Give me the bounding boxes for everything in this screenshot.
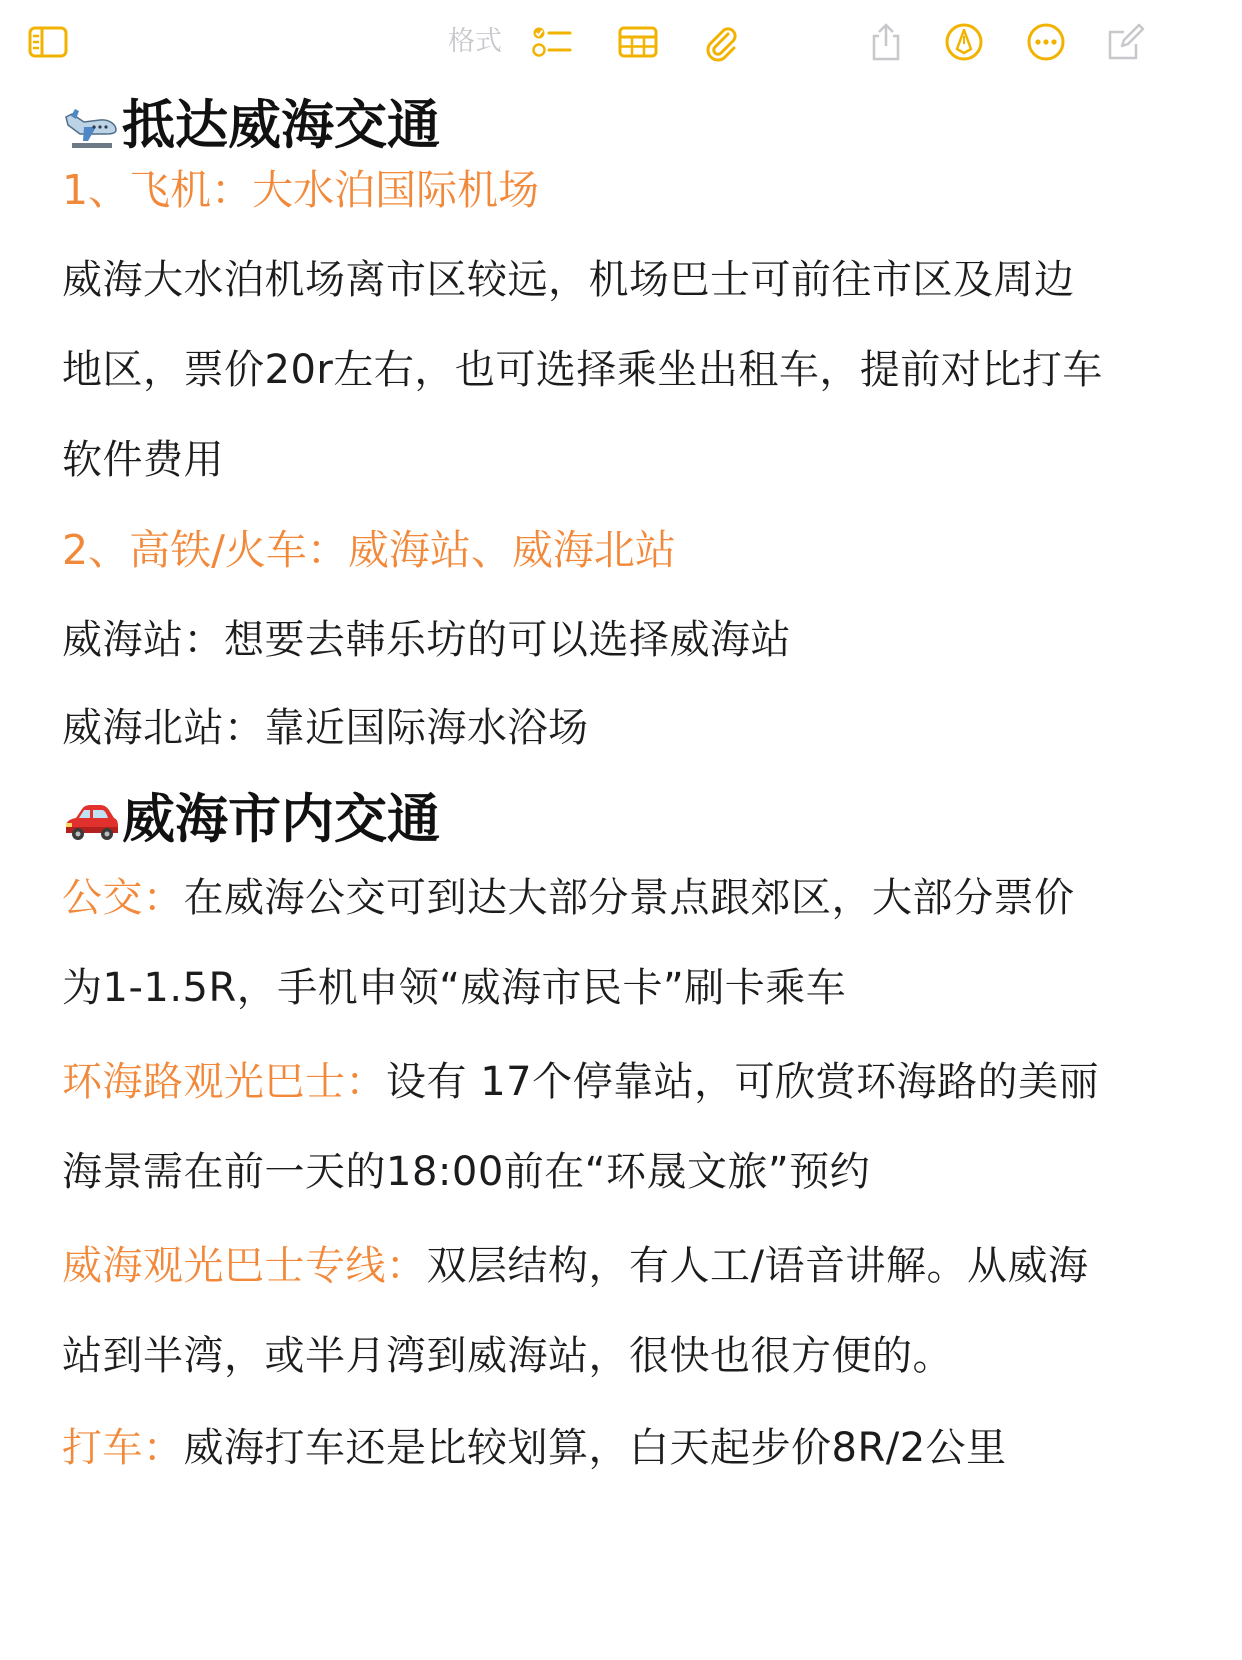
attachment-icon [700,22,740,62]
paragraph-line: 为1-1.5R，手机申领“威海市民卡”刷卡乘车 [62,965,847,1011]
sightseeing-bus-label: 威海观光巴士专线： [62,1243,427,1289]
markup-button[interactable] [942,20,986,64]
format-button[interactable]: 格式 [448,26,502,57]
subheading-airplane: 1、飞机：大水泊国际机场 [62,166,540,214]
compose-button[interactable] [1104,20,1148,64]
paragraph-line-coastal-bus [62,1052,1099,1112]
paragraph-line: 站到半湾，或半月湾到威海站，很快也很方便的。 [62,1333,953,1379]
paragraph-line: 软件费用 [62,437,224,483]
bus-text: 在威海公交可到达大部分景点跟郊区，大部分票价 [183,875,1075,921]
bus-label: 公交： [62,875,184,921]
subheading-train: 2、高铁/火车：威海站、威海北站 [62,526,676,574]
section-heading-arrival [62,90,440,162]
table-icon [618,26,658,58]
coastal-bus-label: 环海路观光巴士： [62,1059,386,1105]
red-car-icon [62,791,120,849]
paragraph-line: 威海站：想要去韩乐坊的可以选择威海站 [62,617,791,663]
checklist-icon [532,24,572,60]
more-button[interactable] [1024,20,1068,64]
section-heading-title: 威海市内交通 [122,789,440,850]
taxi-label: 打车： [62,1425,184,1471]
paragraph-line-bus [62,868,1075,928]
attachment-button[interactable] [698,20,742,64]
share-icon [868,22,904,62]
coastal-bus-text: 设有 17个停靠站，可欣赏环海路的美丽 [386,1059,1100,1105]
sidebar-toggle-button[interactable] [26,20,70,64]
section-heading-city [62,784,440,856]
more-icon [1026,22,1066,62]
section-heading-title: 抵达威海交通 [122,95,440,156]
paragraph-line-sightseeing-bus [62,1236,1088,1296]
paragraph-line: 威海大水泊机场离市区较远，机场巴士可前往市区及周边 [62,257,1075,303]
table-button[interactable] [616,20,660,64]
share-button[interactable] [864,20,908,64]
paragraph-line: 海景需在前一天的18:00前在“环晟文旅”预约 [62,1149,871,1195]
markup-pen-icon [944,22,984,62]
checklist-button[interactable] [530,20,574,64]
taxi-text: 威海打车还是比较划算，白天起步价8R/2公里 [183,1425,1007,1471]
paragraph-line: 威海北站：靠近国际海水浴场 [62,705,589,751]
airplane-arrival-icon [62,97,120,155]
paragraph-line: 地区，票价20r左右，也可选择乘坐出租车，提前对比打车 [62,347,1103,393]
sightseeing-bus-text: 双层结构，有人工/语音讲解。从威海 [426,1243,1089,1289]
compose-icon [1106,22,1146,62]
sidebar-icon [28,26,68,58]
paragraph-line-taxi [62,1418,1007,1478]
notes-toolbar [0,0,1242,84]
